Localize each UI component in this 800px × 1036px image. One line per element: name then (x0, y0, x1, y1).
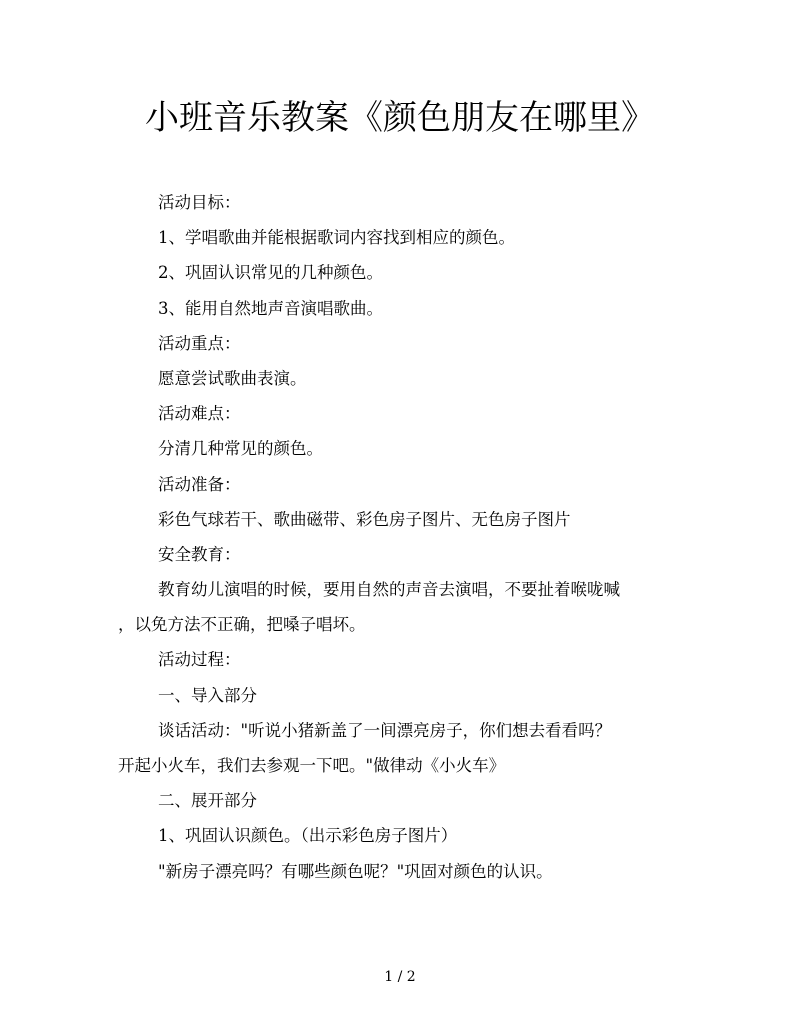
section-heading-preparation: 活动准备： (158, 474, 241, 494)
process-part-development: 二、展开部分 (158, 791, 257, 811)
safety-text-line-1: 教育幼儿演唱的时候，要用自然的声音去演唱，不要扯着喉咙喊 (158, 580, 620, 600)
safety-text-line-2: ，以免方法不正确，把嗓子唱坏。 (118, 615, 366, 635)
section-heading-process: 活动过程： (158, 650, 241, 670)
intro-text-line-2: 开起小火车，我们去参观一下吧。"做律动《小火车》 (118, 756, 506, 775)
process-part-intro: 一、导入部分 (158, 685, 257, 705)
goal-item-3: 3、能用自然地声音演唱歌曲。 (158, 298, 383, 318)
development-step-1: 1、巩固认识颜色。（出示彩色房子图片） (158, 826, 458, 846)
intro-text-line-1: 谈话活动："听说小猪新盖了一间漂亮房子，你们想去看看吗？ (158, 720, 612, 740)
page-number: 1 / 2 (384, 969, 416, 985)
section-heading-focus: 活动重点： (158, 333, 241, 353)
goal-item-2: 2、巩固认识常见的几种颜色。 (158, 263, 383, 283)
goal-item-1: 1、学唱歌曲并能根据歌词内容找到相应的颜色。 (158, 228, 515, 248)
preparation-text: 彩色气球若干、歌曲磁带、彩色房子图片、无色房子图片 (158, 509, 571, 529)
focus-text: 愿意尝试歌曲表演。 (158, 368, 307, 388)
section-heading-difficulty: 活动难点： (158, 404, 241, 424)
document-body (118, 185, 678, 889)
development-step-1-text: "新房子漂亮吗？有哪些颜色呢？"巩固对颜色的认识。 (158, 861, 553, 881)
section-heading-safety: 安全教育： (158, 544, 241, 564)
document-title: 小班音乐教案《颜色朋友在哪里》 (145, 98, 655, 138)
section-heading-goals: 活动目标： (158, 193, 241, 212)
difficulty-text: 分清几种常见的颜色。 (158, 439, 323, 459)
